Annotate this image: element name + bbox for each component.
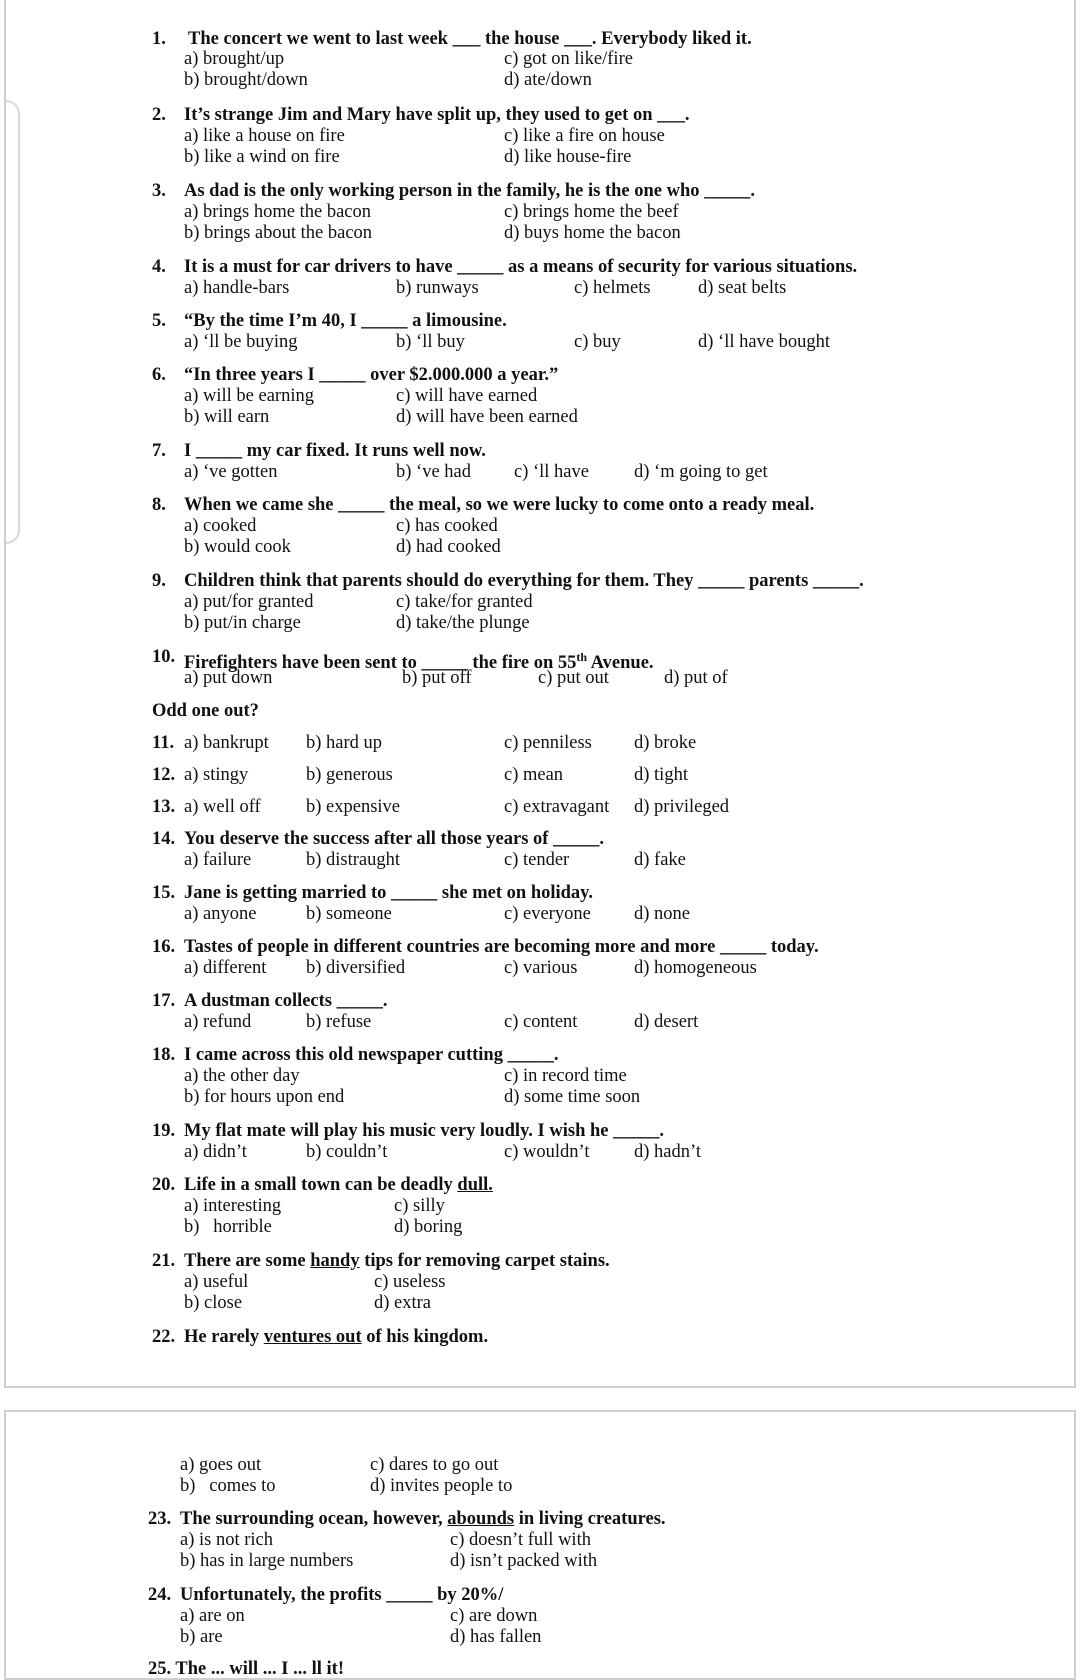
option-b: b) brings about the bacon — [184, 223, 373, 243]
option-d: d) homogeneous — [634, 958, 757, 978]
option-d: d) put of — [664, 668, 728, 688]
option-a: a) the other day — [184, 1066, 300, 1086]
option-b: b) like a wind on fire — [184, 147, 340, 167]
option-d: d) hadn’t — [634, 1142, 701, 1162]
question-stem: The surrounding ocean, however, abounds in living creatures. — [180, 1509, 666, 1529]
worksheet-page-2 — [4, 1410, 1076, 1680]
question-number: 9. — [152, 571, 166, 591]
option-b: b) generous — [306, 765, 393, 785]
option-d: d) buys home the bacon — [504, 223, 681, 243]
question-stem: My flat mate will play his music very loudly. I wish he _____. — [184, 1121, 664, 1141]
option-b: b) put/in charge — [184, 613, 301, 633]
option-a: a) are on — [180, 1606, 245, 1626]
option-c: c) silly — [394, 1196, 445, 1216]
option-c: c) in record time — [504, 1066, 627, 1086]
question-stem: Firefighters have been sent to _____ the fire on 55th Avenue. — [184, 650, 654, 673]
option-c: c) has cooked — [396, 516, 498, 536]
option-d: d) tight — [634, 765, 688, 785]
question-stem: I came across this old newspaper cutting _____. — [184, 1045, 559, 1065]
option-b: b) someone — [306, 904, 392, 924]
option-b: b) couldn’t — [306, 1142, 388, 1162]
worksheet-page-1 — [4, 0, 1076, 1388]
side-tab[interactable] — [4, 100, 20, 544]
question-stem: A dustman collects _____. — [184, 991, 388, 1011]
option-a: a) useful — [184, 1272, 249, 1292]
option-d: d) had cooked — [396, 537, 501, 557]
question-stem: “In three years I _____ over $2.000.000 a year.” — [184, 365, 559, 385]
option-b: b) runways — [396, 278, 479, 298]
question-number: 13. — [152, 797, 176, 817]
option-c: c) everyone — [504, 904, 591, 924]
question-stem: It is a must for car drivers to have _____ as a means of security for various situations. — [184, 257, 858, 277]
cutoff-question-25: 25. The ... will ... I ... ll it! — [148, 1659, 344, 1679]
option-c: c) doesn’t full with — [450, 1530, 591, 1550]
option-b: b) will earn — [184, 407, 270, 427]
option-d: d) none — [634, 904, 690, 924]
question-number: 8. — [152, 495, 166, 515]
option-a: a) different — [184, 958, 267, 978]
option-d: d) like house-fire — [504, 147, 632, 167]
option-d: d) some time soon — [504, 1087, 641, 1107]
option-a: a) well off — [184, 797, 261, 817]
question-number: 14. — [152, 829, 176, 849]
option-c: c) tender — [504, 850, 570, 870]
question-number: 17. — [152, 991, 176, 1011]
option-b: b) ‘ve had — [396, 462, 471, 482]
question-number: 18. — [152, 1045, 176, 1065]
option-c: c) dares to go out — [370, 1455, 499, 1475]
option-c: c) like a fire on house — [504, 126, 665, 146]
question-number: 21. — [152, 1251, 176, 1271]
option-c: c) content — [504, 1012, 578, 1032]
option-b: b) comes to — [180, 1476, 276, 1496]
option-b: b) distraught — [306, 850, 401, 870]
option-b: b) hard up — [306, 733, 383, 753]
question-number: 7. — [152, 441, 166, 461]
option-c: c) wouldn’t — [504, 1142, 590, 1162]
option-c: c) ‘ll have — [514, 462, 589, 482]
option-a: a) refund — [184, 1012, 252, 1032]
option-d: d) isn’t packed with — [450, 1551, 598, 1571]
option-d: d) boring — [394, 1217, 463, 1237]
option-c: c) buy — [574, 332, 621, 352]
question-stem: “By the time I’m 40, I _____ a limousine. — [184, 311, 507, 331]
option-b: b) diversified — [306, 958, 406, 978]
option-d: d) desert — [634, 1012, 699, 1032]
option-d: d) broke — [634, 733, 697, 753]
option-b: b) would cook — [184, 537, 291, 557]
option-a: a) ‘ll be buying — [184, 332, 298, 352]
option-a: a) brings home the bacon — [184, 202, 371, 222]
option-d: d) take/the plunge — [396, 613, 530, 633]
option-d: d) has fallen — [450, 1627, 542, 1647]
option-d: d) ate/down — [504, 70, 592, 90]
option-c: c) take/for granted — [396, 592, 533, 612]
option-b: b) put off — [402, 668, 472, 688]
option-c: c) are down — [450, 1606, 538, 1626]
option-a: a) interesting — [184, 1196, 282, 1216]
option-b: b) expensive — [306, 797, 401, 817]
question-number: 19. — [152, 1121, 176, 1141]
question-number: 5. — [152, 311, 166, 331]
option-c: c) will have earned — [396, 386, 538, 406]
question-number: 16. — [152, 937, 176, 957]
option-b: b) has in large numbers — [180, 1551, 354, 1571]
option-a: a) is not rich — [180, 1530, 273, 1550]
question-number: 6. — [152, 365, 166, 385]
option-d: d) invites people to — [370, 1476, 513, 1496]
question-number: 20. — [152, 1175, 176, 1195]
question-number: 2. — [152, 105, 166, 125]
option-c: c) helmets — [574, 278, 651, 298]
option-a: a) stingy — [184, 765, 249, 785]
question-stem: There are some handy tips for removing carpet stains. — [184, 1251, 610, 1271]
question-stem: Unfortunately, the profits _____ by 20%/ — [180, 1585, 504, 1605]
question-number: 23. — [148, 1509, 172, 1529]
option-c: c) put out — [538, 668, 609, 688]
question-number: 4. — [152, 257, 166, 277]
question-stem: It’s strange Jim and Mary have split up, they used to get on ___. — [184, 105, 690, 125]
question-stem: The concert we went to last week ___ the house ___. Everybody liked it. — [188, 29, 752, 49]
option-a: a) goes out — [180, 1455, 262, 1475]
option-a: a) bankrupt — [184, 733, 269, 753]
option-c: c) brings home the beef — [504, 202, 679, 222]
question-number: 11. — [152, 733, 175, 753]
option-a: a) cooked — [184, 516, 257, 536]
option-b: b) are — [180, 1627, 223, 1647]
option-d: d) extra — [374, 1293, 432, 1313]
option-d: d) privileged — [634, 797, 730, 817]
option-d: d) ‘ll have bought — [698, 332, 831, 352]
question-stem: Life in a small town can be deadly dull. — [184, 1175, 493, 1195]
question-stem: Tastes of people in different countries are becoming more and more _____ today. — [184, 937, 819, 957]
question-number: 22. — [152, 1327, 176, 1347]
option-a: a) put/for granted — [184, 592, 314, 612]
option-a: a) ‘ve gotten — [184, 462, 278, 482]
option-d: d) will have been earned — [396, 407, 578, 427]
option-a: a) handle-bars — [184, 278, 290, 298]
section-title: Odd one out? — [152, 701, 259, 721]
option-a: a) anyone — [184, 904, 257, 924]
option-c: c) various — [504, 958, 578, 978]
option-b: b) horrible — [184, 1217, 272, 1237]
question-stem: As dad is the only working person in the family, he is the one who _____. — [184, 181, 755, 201]
option-d: d) ‘m going to get — [634, 462, 768, 482]
option-a: a) like a house on fire — [184, 126, 345, 146]
option-c: c) got on like/fire — [504, 49, 633, 69]
question-number: 1. — [152, 29, 166, 49]
option-b: b) ‘ll buy — [396, 332, 465, 352]
question-number: 3. — [152, 181, 166, 201]
option-d: d) seat belts — [698, 278, 787, 298]
option-a: a) didn’t — [184, 1142, 247, 1162]
question-number: 15. — [152, 883, 176, 903]
option-c: c) penniless — [504, 733, 592, 753]
option-b: b) for hours upon end — [184, 1087, 345, 1107]
option-d: d) fake — [634, 850, 686, 870]
option-c: c) mean — [504, 765, 564, 785]
question-stem: Children think that parents should do everything for them. They _____ parents _____. — [184, 571, 864, 591]
question-number: 24. — [148, 1585, 172, 1605]
question-stem: You deserve the success after all those years of _____. — [184, 829, 604, 849]
option-b: b) close — [184, 1293, 243, 1313]
question-stem: He rarely ventures out of his kingdom. — [184, 1327, 489, 1347]
option-a: a) failure — [184, 850, 252, 870]
question-number: 10. — [152, 647, 176, 667]
question-stem: When we came she _____ the meal, so we were lucky to come onto a ready meal. — [184, 495, 815, 515]
question-stem: I _____ my car fixed. It runs well now. — [184, 441, 486, 461]
option-a: a) put down — [184, 668, 273, 688]
option-b: b) refuse — [306, 1012, 372, 1032]
option-b: b) brought/down — [184, 70, 308, 90]
option-a: a) will be earning — [184, 386, 314, 406]
option-c: c) useless — [374, 1272, 446, 1292]
option-c: c) extravagant — [504, 797, 610, 817]
option-a: a) brought/up — [184, 49, 285, 69]
question-number: 12. — [152, 765, 176, 785]
question-stem: Jane is getting married to _____ she met on holiday. — [184, 883, 594, 903]
